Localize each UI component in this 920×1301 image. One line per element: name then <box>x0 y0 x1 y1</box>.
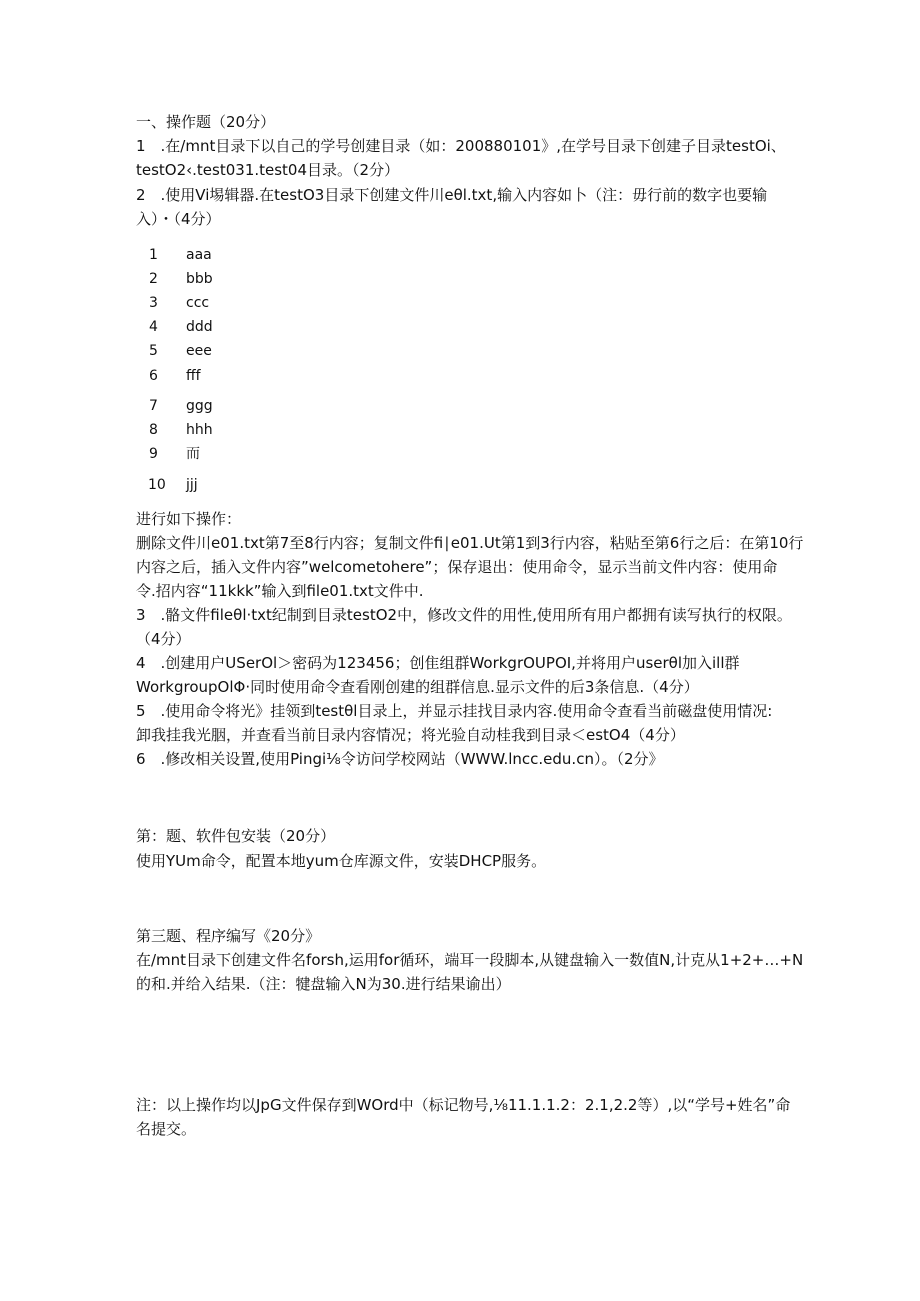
operations-line1: 删除文件川e01.txt第7至8行内容；复制文件fi∣e01.Ut第1到3行内容，粘贴至第6行之后：在第10行 <box>136 534 804 552</box>
line-number: 2 <box>149 271 158 287</box>
line-number: 1 <box>149 247 158 263</box>
line-text: ccc <box>186 295 210 311</box>
question3-line1: 3 .骼文件fileθl·txt纪制到目录testO2中，修改文件的用性,使用所有用户都拥有读写执行的权限。 <box>136 606 792 624</box>
line-number: 4 <box>149 319 158 335</box>
operations-line2: 内容之后，插入文件内容”welcometohere”；保存退出：使用命令，显示当前文件内容：使用命 <box>136 558 778 576</box>
line-number: 10 <box>148 477 166 493</box>
section3-line2: 的和.并给入结果.（注：犍盘输入N为30.进行结果谕出） <box>136 975 511 993</box>
line-number: 8 <box>149 422 158 438</box>
line-text: ggg <box>186 398 213 414</box>
question5-line2: 卸我挂我光胭，并查看当前目录内容情况；将光验自动桂我到目录＜estO4（4分） <box>136 726 685 744</box>
line-number: 7 <box>149 398 158 414</box>
question1-line2: testO2‹.test031.test04目录。（2分） <box>136 161 400 179</box>
line-text: aaa <box>186 247 212 263</box>
line-text: jjj <box>186 477 198 493</box>
question4-line1: 4 .创建用户USerOl＞密码为123456；创隹组群WorkgrOUPOI,并将用户userθl加入ill群 <box>136 654 740 672</box>
question6-line1: 6 .修改相关设置,使用Pingi⅛令访问学校网站（WWW.lncc.edu.cn）。（2分》 <box>136 750 664 768</box>
note-line2: 名提交。 <box>136 1120 197 1138</box>
line-number: 5 <box>149 343 158 359</box>
line-number: 3 <box>149 295 158 311</box>
question1-line1: 1 .在/mnt目录下以自己的学号创建目录（如：200880101》,在学号目录下创建子目录testOi、 <box>136 137 786 155</box>
operations-line3: 令.招内容“11kkk”输入到file01.txt文件中. <box>136 582 424 600</box>
note-line1: 注：以上操作均以JpG文件保存到WOrd中（标记物号,⅛11.1.1.2：2.1,2.2等）,以“学号+姓名”命 <box>136 1096 791 1114</box>
operations-intro: 进行如下操作： <box>136 510 242 528</box>
question5-line1: 5 .使用命令将光》挂领到testθl目录上，并显示挂找目录内容.使用命令查看当前磁盘使用情况: <box>136 702 773 720</box>
line-text: bbb <box>186 271 213 287</box>
line-number: 6 <box>149 368 158 384</box>
line-text: fff <box>186 368 201 384</box>
line-number: 9 <box>149 446 158 462</box>
question4-line2: WorkgroupOlΦ·同时使用命令查看刚创建的组群信息.显示文件的后3条信息.（4分） <box>136 678 699 696</box>
question3-line2: （4分） <box>136 630 191 648</box>
question2-line1: 2 .使用Vi埸辑器.在testO3目录下创建文件川eθl.txt,输入内容如卜（注：毋行前的数字也要输 <box>136 186 768 204</box>
line-text: ddd <box>186 319 213 335</box>
section2-heading: 第：题、软件包安装（20分） <box>136 827 336 845</box>
section1-heading: 一、操作题（20分） <box>136 113 276 131</box>
question2-line2: 入）・（4分） <box>136 210 221 228</box>
line-text: hhh <box>186 422 213 438</box>
section3-line1: 在/mnt目录下创建文件名forsh,运用for循环，端耳一段脚本,从键盘输入一数值N,计克从1+2+…+N <box>136 951 804 969</box>
line-text: 而 <box>186 446 200 462</box>
section2-body: 使用YUm命令，配置本地yum仓库源文件，安装DHCP服务。 <box>136 852 547 870</box>
section3-heading: 第三题、程序编写《20分》 <box>136 927 321 945</box>
line-text: eee <box>186 343 212 359</box>
